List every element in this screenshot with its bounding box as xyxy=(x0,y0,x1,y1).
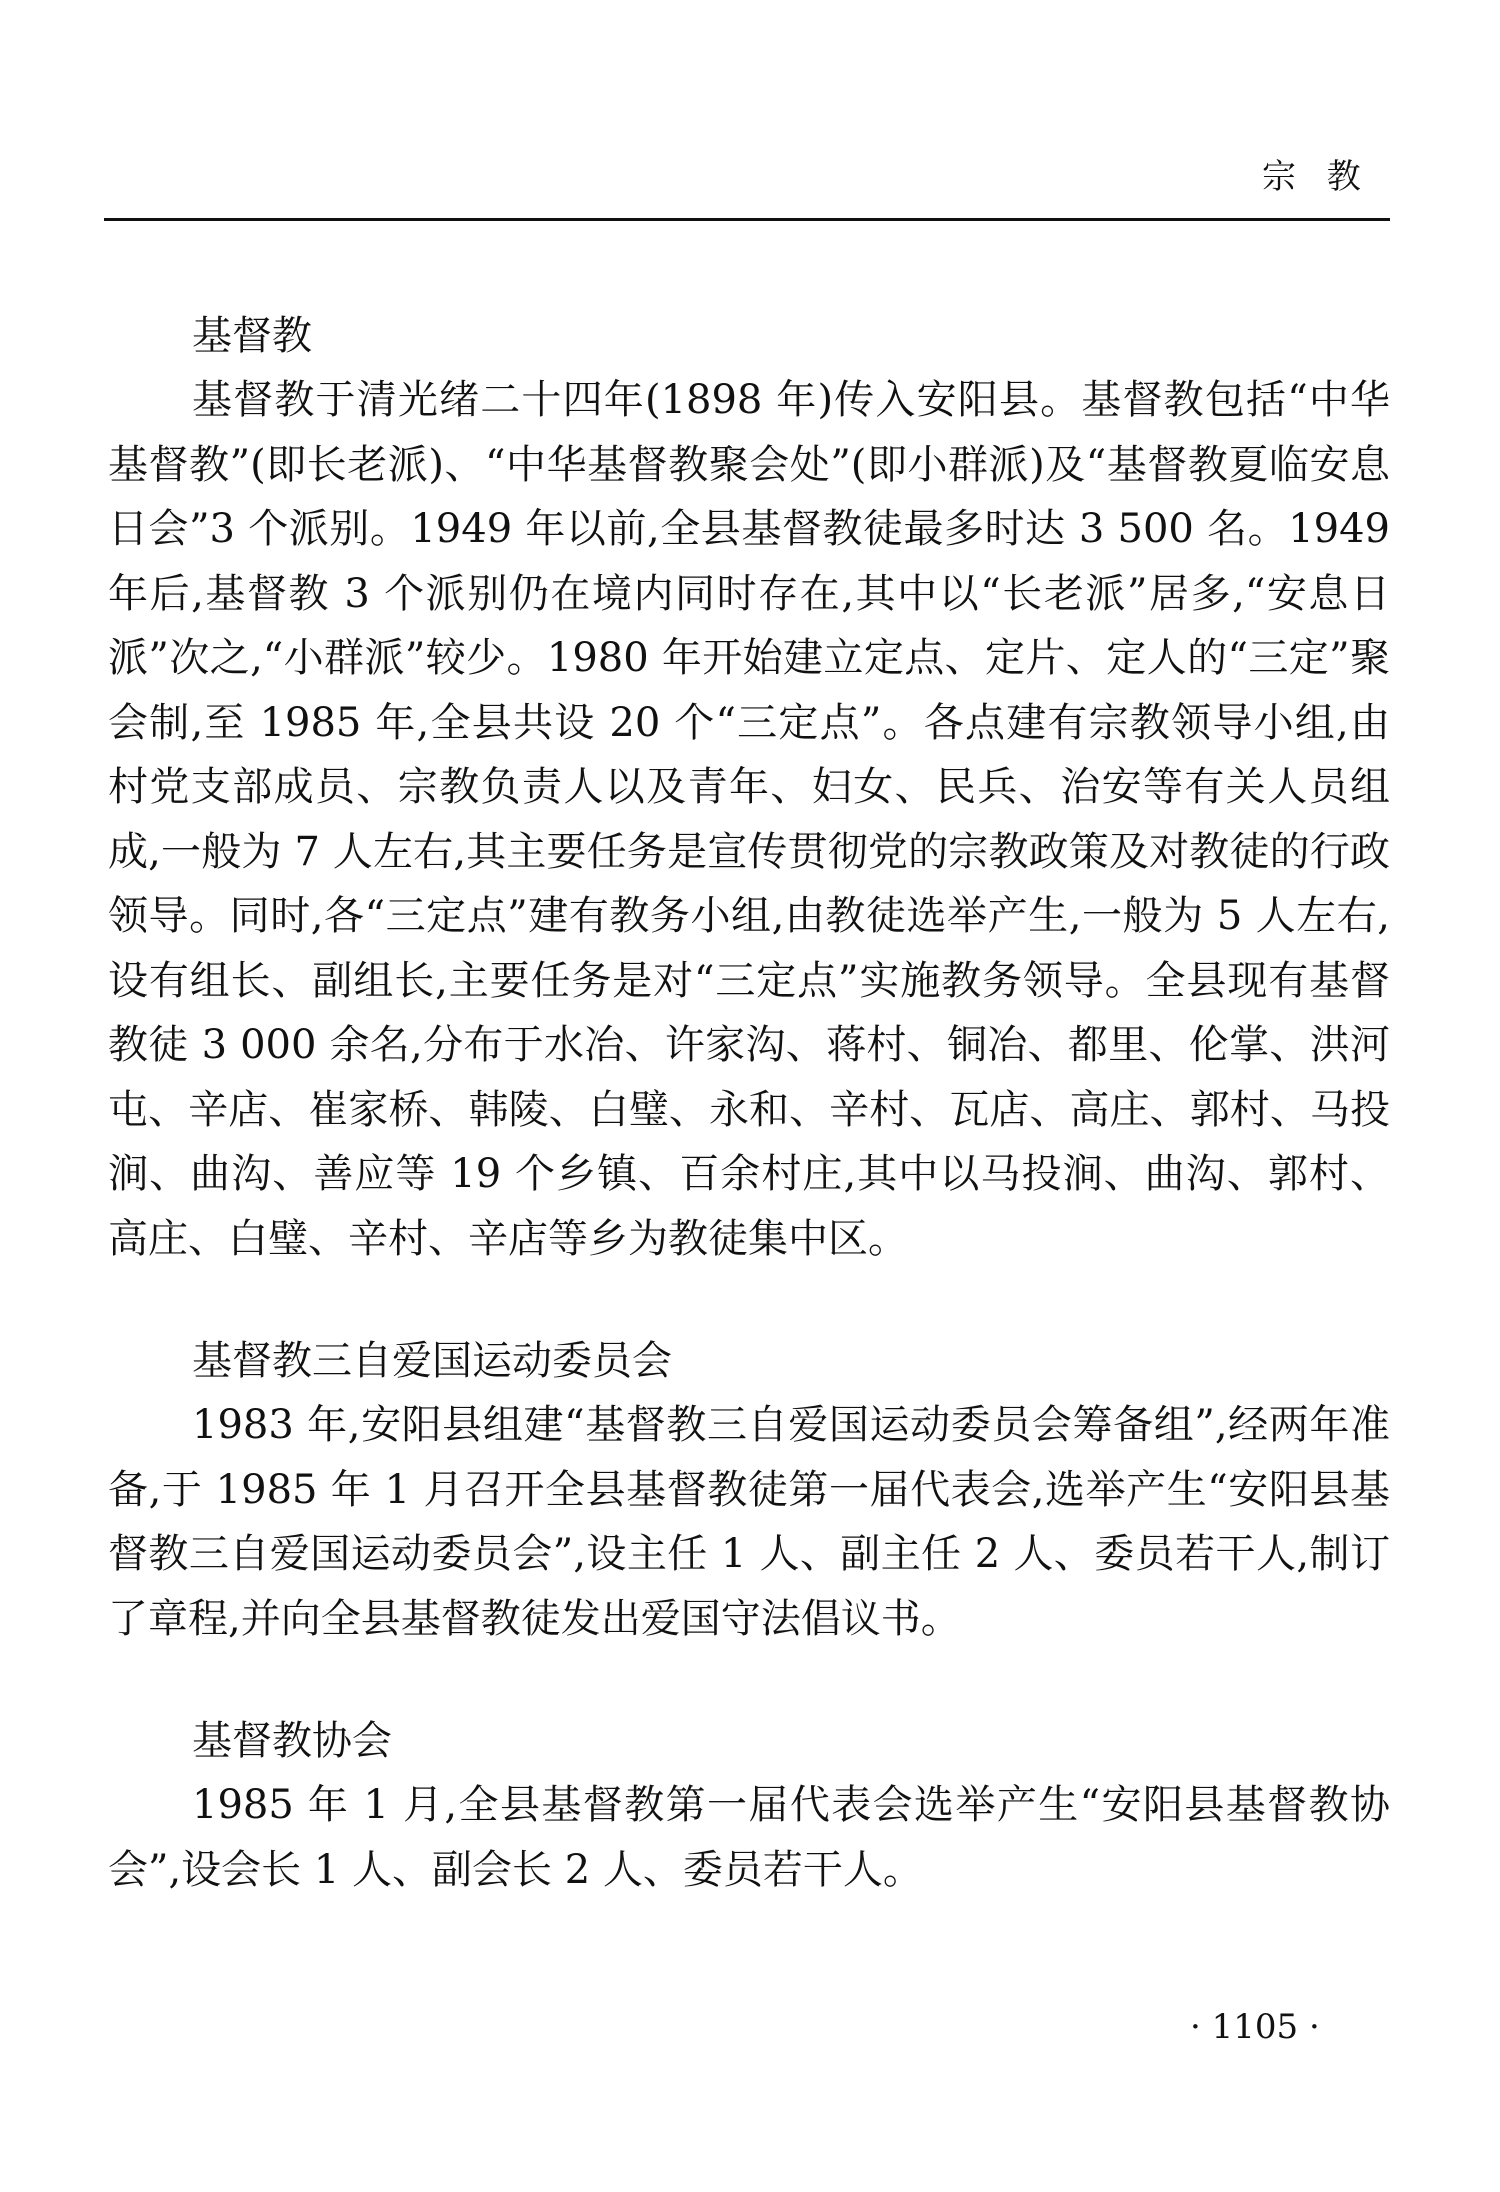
section-body: 1985 年 1 月,全县基督教第一届代表会选举产生“安阳县基督教协会”,设会长 1 人、副会长 2 人、委员若干人。 xyxy=(108,1782,1390,1893)
section-title: 基督教 xyxy=(192,313,312,359)
section-body: 1983 年,安阳县组建“基督教三自爱国运动委员会筹备组”,经两年准备,于 1985 年 1 月召开全县基督教徒第一届代表会,选举产生“安阳县基督教三自爱国运动委员会”,设主任 1 人、副主任 2 人、委员若干人,制订了章程,并向全县基督教徒发出爱国守法倡议书。 xyxy=(108,1402,1390,1642)
page-number: · 1105 · xyxy=(1190,2007,1320,2047)
running-head: 宗 教 xyxy=(1262,157,1371,197)
page-content xyxy=(108,304,1390,1960)
section-title: 基督教三自爱国运动委员会 xyxy=(192,1338,672,1384)
section-three-self-committee xyxy=(108,1329,1390,1651)
section-body: 基督教于清光绪二十四年(1898 年)传入安阳县。基督教包括“中华基督教”(即长老派)、“中华基督教聚会处”(即小群派)及“基督教夏临安息日会”3 个派别。1949 年以前,全县基督教徒最多时达 3 500 名。1949 年后,基督教 3 个派别仍在境内同时存在,其中以“长老派”居多,“安息日派”次之,“小群派”较少。1980 年开始建立定点、定片、定人的“三定”聚会制,至 1985 年,全县共设 20 个“三定点”。各点建有宗教领导小组,由村党支部成员、宗教负责人以及青年、妇女、民兵、治安等有关人员组成,一般为 7 人左右,其主要任务是宣传贯彻党的宗教政策及对教徒的行政领导。同时,各“三定点”建有教务小组,由教徒选举产生,一般为 5 人左右,设有组长、副组长,主要任务是对“三定点”实施教务领导。全县现有基督教徒 3 000 余名,分布于水冶、许家沟、蒋村、铜冶、都里、伦掌、洪河屯、辛店、崔家桥、韩陵、白璧、永和、辛村、瓦店、高庄、郭村、马投涧、曲沟、善应等 19 个乡镇、百余村庄,其中以马投涧、曲沟、郭村、高庄、白璧、辛村、辛店等乡为教徒集中区。 xyxy=(108,377,1390,1262)
section-christianity xyxy=(108,304,1390,1271)
section-christian-council xyxy=(108,1709,1390,1902)
header-rule xyxy=(104,218,1390,221)
section-title: 基督教协会 xyxy=(192,1718,392,1764)
